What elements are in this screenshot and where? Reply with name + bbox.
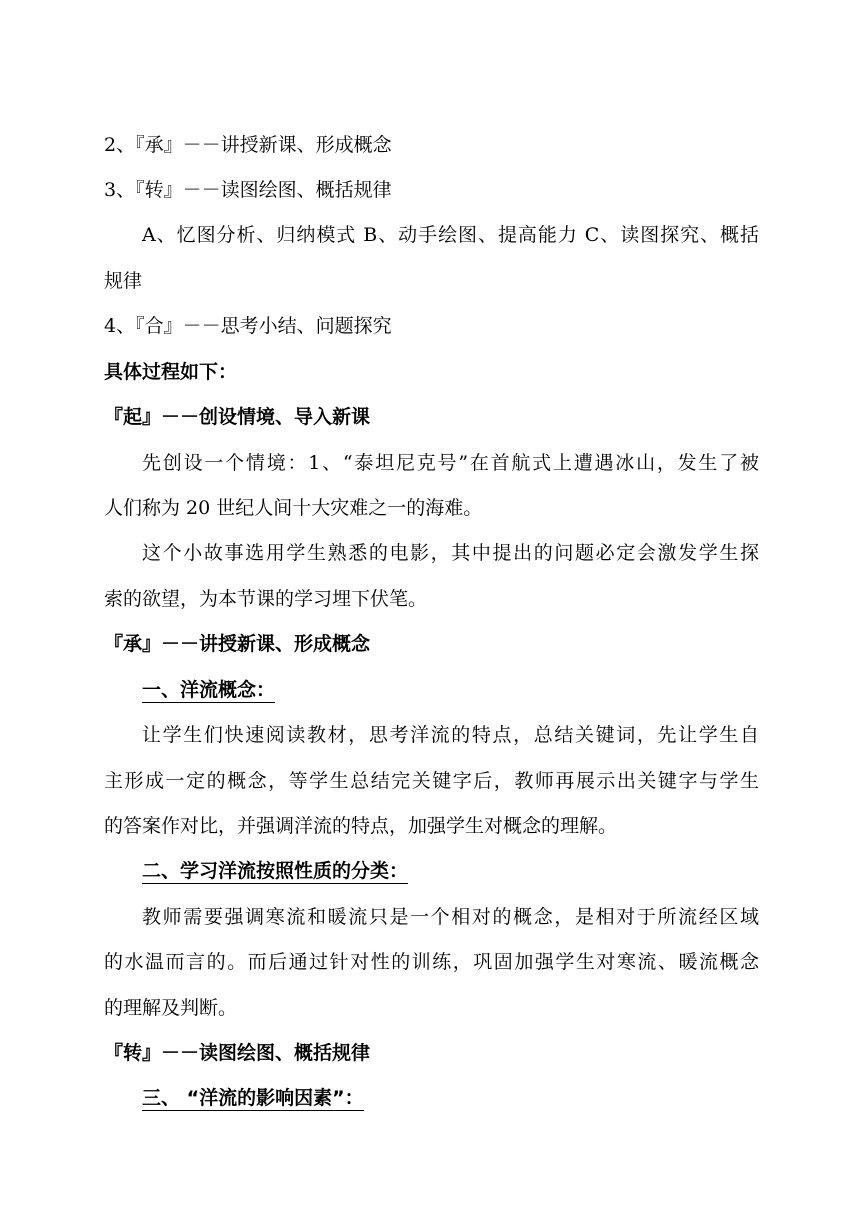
outline-item-3: 3、『转』－－读图绘图、概括规律 bbox=[104, 179, 392, 201]
section-cheng-heading: 『承』－－讲授新课、形成概念 bbox=[104, 633, 371, 655]
classification-para-line3: 的理解及判断。 bbox=[104, 997, 238, 1019]
subheading-classification-text: 二、学习洋流按照性质的分类： bbox=[142, 860, 409, 882]
subheading-classification bbox=[142, 858, 408, 884]
outline-item-2: 2、『承』－－讲授新课、形成概念 bbox=[104, 134, 392, 156]
subheading-influencing-factors bbox=[142, 1085, 364, 1111]
process-heading: 具体过程如下： bbox=[104, 361, 238, 383]
outline-item-4: 4、『合』－－思考小结、问题探究 bbox=[104, 315, 392, 337]
classification-para-line2: 的水温而言的。而后通过针对性的训练，巩固加强学生对寒流、暖流概念 bbox=[104, 951, 759, 973]
subheading-ocean-current-concept-text: 一、洋流概念： bbox=[142, 679, 276, 701]
section-qi-para1-line1: 先创设一个情境：1、“泰坦尼克号”在首航式上遭遇冰山，发生了被 bbox=[142, 452, 759, 474]
section-qi-para1-line2: 人们称为 20 世纪人间十大灾难之一的海难。 bbox=[104, 497, 483, 519]
subheading-ocean-current-concept bbox=[142, 677, 275, 703]
concept-para-line3: 的答案作对比，并强调洋流的特点，加强学生对概念的理解。 bbox=[104, 815, 618, 837]
section-qi-para2-line1: 这个小故事选用学生熟悉的电影，其中提出的问题必定会激发学生探 bbox=[142, 542, 759, 564]
section-qi-para2-line2: 索的欲望，为本节课的学习埋下伏笔。 bbox=[104, 588, 428, 610]
section-zhuan-heading: 『转』－－读图绘图、概括规律 bbox=[104, 1042, 371, 1064]
outline-item-3-detail-line1: A、忆图分析、归纳模式 B、动手绘图、提高能力 C、读图探究、概括 bbox=[142, 224, 759, 246]
concept-para-line1: 让学生们快速阅读教材，思考洋流的特点，总结关键词，先让学生自 bbox=[142, 724, 759, 746]
subheading-influencing-factors-text: 三、 “洋流的影响因素”： bbox=[142, 1087, 364, 1109]
outline-item-3-detail-line2: 规律 bbox=[104, 270, 143, 292]
concept-para-line2: 主形成一定的概念，等学生总结完关键字后，教师再展示出关键字与学生 bbox=[104, 770, 759, 792]
classification-para-line1: 教师需要强调寒流和暖流只是一个相对的概念，是相对于所流经区域 bbox=[142, 906, 759, 928]
section-qi-heading: 『起』－－创设情境、导入新课 bbox=[104, 406, 371, 428]
